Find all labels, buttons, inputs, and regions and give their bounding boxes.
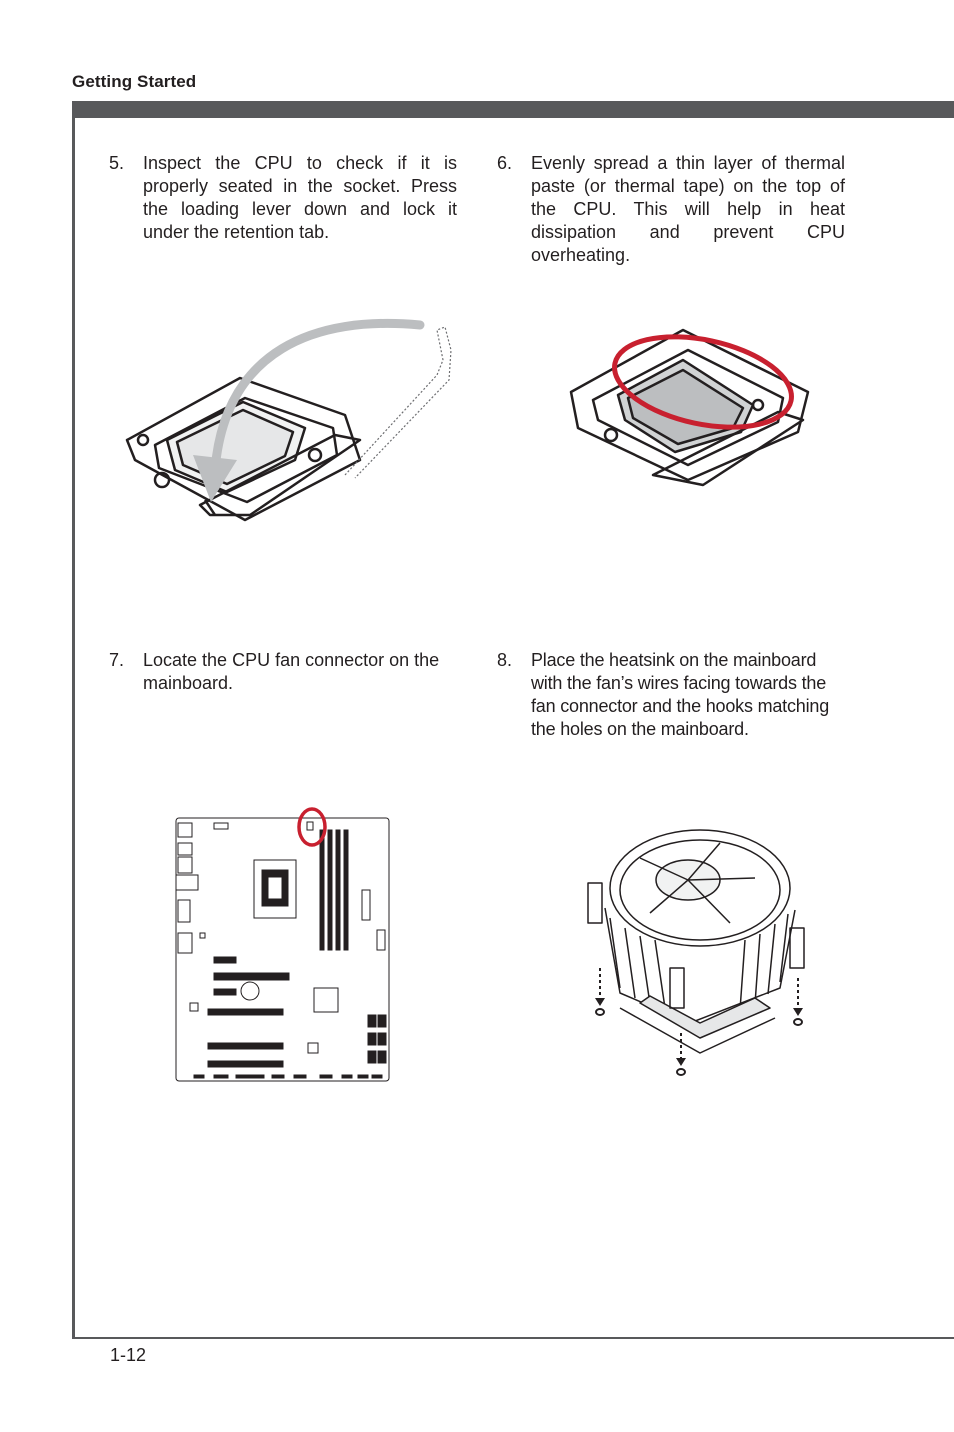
step-text: Locate the CPU fan connector on the mainboard.: [143, 650, 440, 693]
mainboard-layout-illustration: [172, 805, 394, 1085]
heatsink-illustration: [580, 828, 815, 1078]
bottom-rule: [72, 1337, 954, 1339]
step-number: 6.: [497, 153, 513, 173]
header-bar: [72, 101, 954, 118]
step-number: 8.: [497, 650, 513, 670]
page-number: 1-12: [110, 1345, 147, 1365]
section-title: Getting Started: [72, 72, 197, 91]
step-text: Inspect the CPU to check if it is properly seated in the socket. Press the loading lever down and lock it under the retention tab.: [143, 153, 457, 242]
step-text: Place the heatsink on the mainboard with the fan’s wires facing towards the fan connector and the hooks matching the holes on the mainboard.: [531, 650, 830, 739]
socket-lever-illustration: [115, 310, 465, 535]
thermal-paste-illustration: [563, 320, 823, 495]
left-margin-rule: [72, 101, 75, 1339]
step-text: Evenly spread a thin layer of thermal paste (or thermal tape) on the top of the CPU. This will help in heat dissipation and prevent CPU overheating.: [531, 153, 845, 265]
step-number: 5.: [109, 153, 125, 173]
step-number: 7.: [109, 650, 125, 670]
